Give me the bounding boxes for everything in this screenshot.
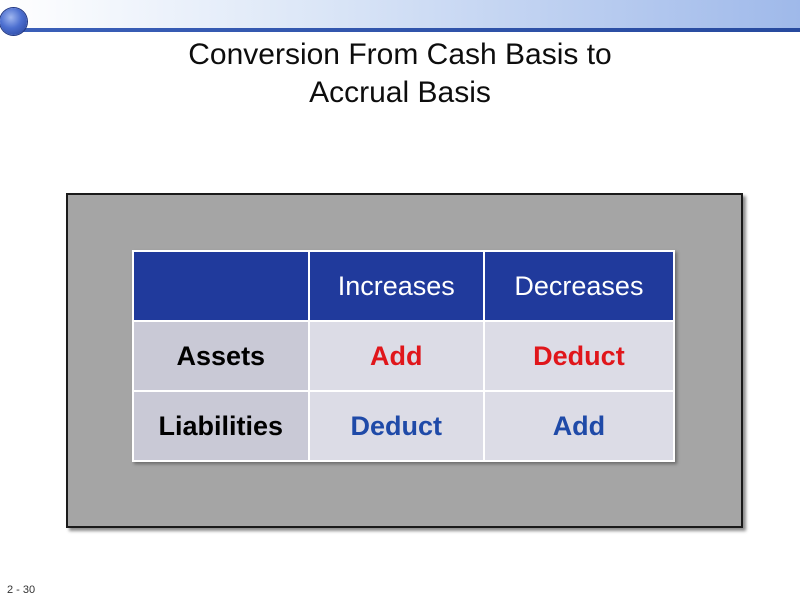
title-line-1: Conversion From Cash Basis to [188, 38, 612, 71]
conversion-table [132, 250, 675, 462]
header-decreases: Decreases [484, 251, 674, 321]
liabilities-increases-cell: Deduct [309, 391, 484, 461]
slide-number: 2 - 30 [7, 584, 36, 596]
top-accent-line [18, 28, 800, 32]
row-label-liabilities: Liabilities [133, 391, 309, 461]
orb-icon [0, 8, 27, 35]
row-label-assets: Assets [133, 321, 309, 391]
liabilities-decreases-cell: Add [484, 391, 674, 461]
table-row-assets [133, 321, 674, 391]
table-header-row [133, 251, 674, 321]
table-row-liabilities [133, 391, 674, 461]
header-increases: Increases [309, 251, 484, 321]
slide-title [100, 36, 700, 112]
header-empty [133, 251, 309, 321]
assets-increases-cell: Add [309, 321, 484, 391]
assets-decreases-cell: Deduct [484, 321, 674, 391]
title-line-2: Accrual Basis [309, 76, 491, 109]
